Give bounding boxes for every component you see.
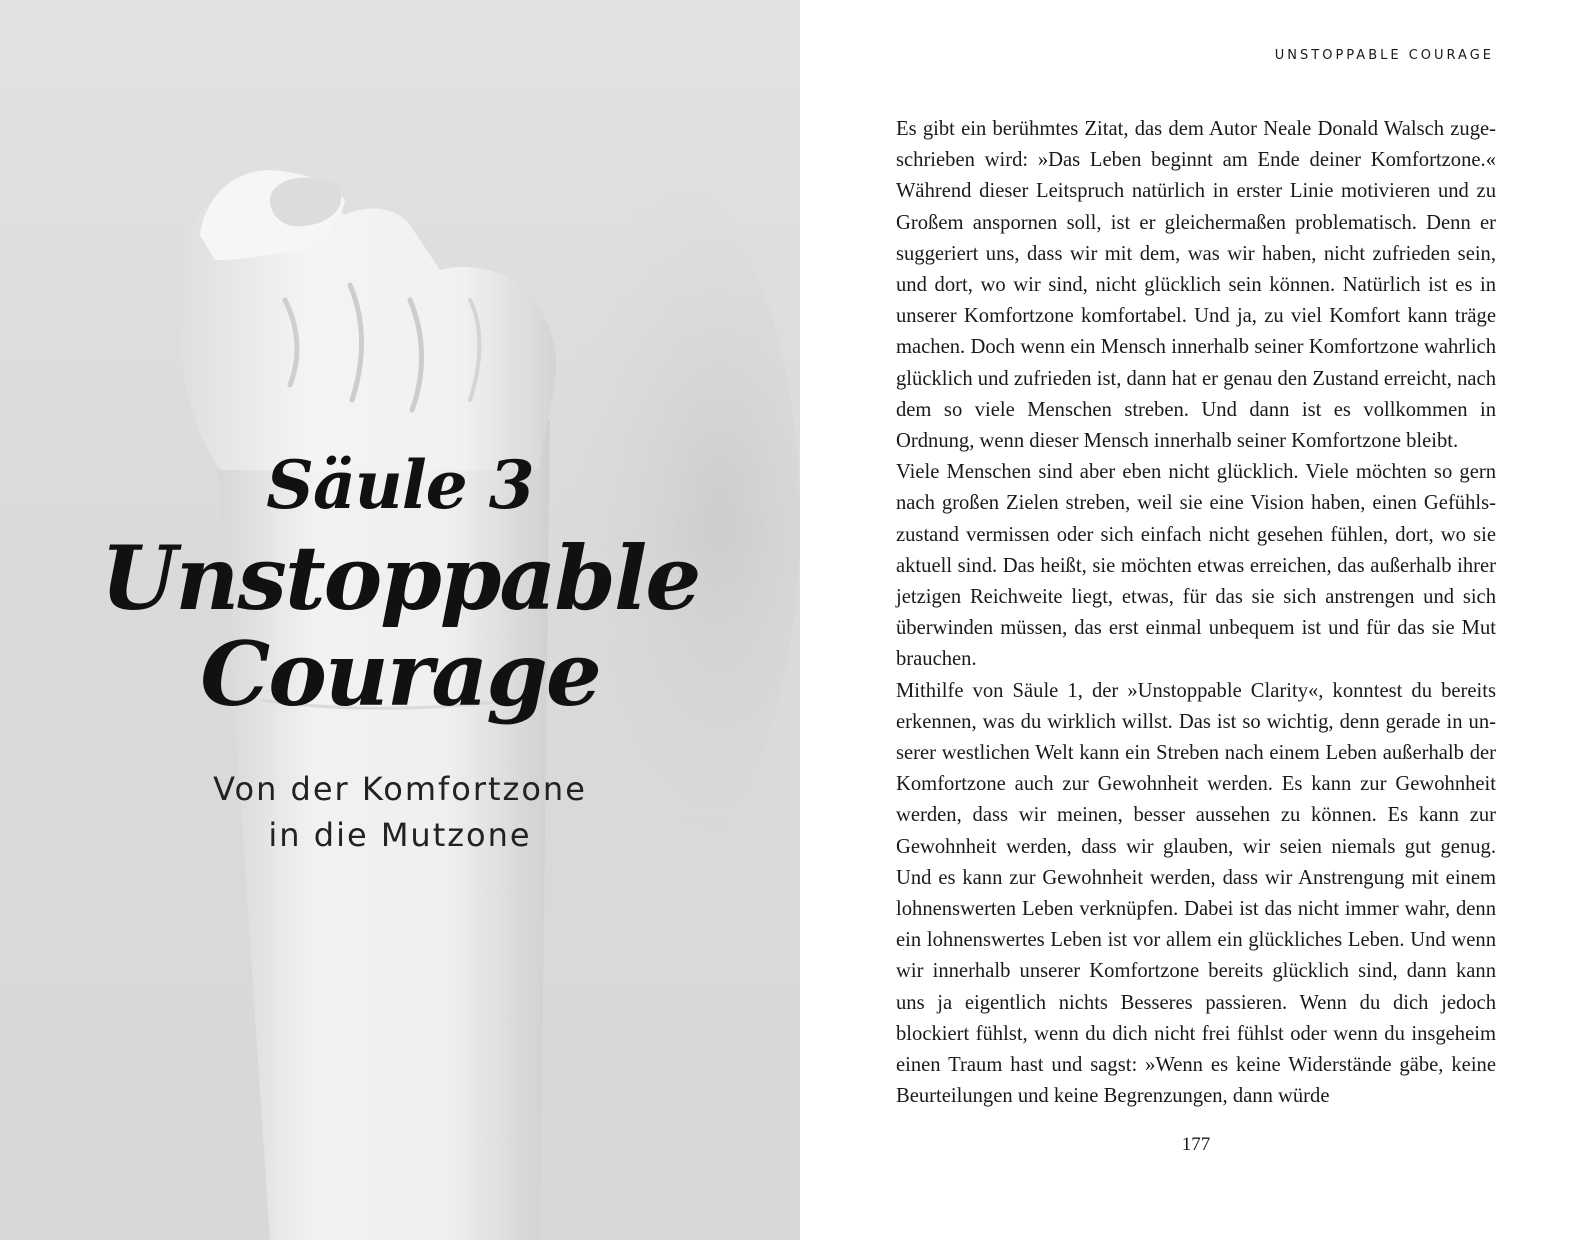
chapter-subtitle-line-2: in die Mutzone [268, 816, 532, 854]
chapter-title-line-2: Courage [200, 622, 600, 726]
right-page [800, 0, 1594, 1240]
paragraph: Viele Menschen sind aber eben nicht glücklich. Viele möchten so gern nach großen Zielen streben, weil sie eine Vision haben, einen Gefühlszustand vermissen oder sich einfach nicht gesehen fühlen, dort, wo sie aktuell sind. Das heißt, sie möchten etwas erreichen, das außerhalb ihrer jetzigen Reichweite liegt, etwas, für das sie sich anstrengen und sich überwinden müssen, das erst einmal unbequem ist und für das sie Mut brauchen. [896, 461, 1496, 671]
page-number: 177 [1181, 1134, 1211, 1155]
chapter-subtitle [0, 766, 800, 858]
chapter-subtitle-line-1: Von der Komfortzone [213, 770, 587, 808]
pillar-label: Säule 3 [266, 446, 534, 524]
running-header: UNSTOPPABLE COURAGE [1274, 48, 1494, 63]
chapter-title-line-1: Unstoppable [100, 526, 700, 630]
paragraph: Mithilfe von Säule 1, der »Unstoppable Clarity«, konntest du bereits erkennen, was du wirklich willst. Das ist so wichtig, denn gerade in unserer westlichen Welt kann ein Streben nach einem Leben außerhalb der Komfortzone auch zur Gewohnheit werden. Es kann zur Gewohnheit werden, dass wir meinen, besser aussehen zu können. Es kann zur Gewohnheit werden, dass wir glauben, wir seien niemals gut genug. Und es kann zur Gewohnheit werden, dass wir Anstrengung mit einem lohnenswerten Leben verknüpfen. Dabei ist das nicht immer wahr, denn ein lohnenswertes Leben ist vor allem ein glückliches Leben. Und wenn wir innerhalb unserer Komfortzone bereits glücklich sind, dann kann uns ja eigentlich nichts Besseres passieren. Wenn du dich jedoch blockiert fühlst, wenn du dich nicht frei fühlst oder wenn du insgeheim einen Traum hast und sagst: »Wenn es keine Widerstände gäbe, keine Beurteilungen und keine Begrenzungen, dann würde [896, 679, 1496, 1108]
paragraph: Es gibt ein berühmtes Zitat, das dem Autor Neale Donald Walsch zugeschrieben wird: »Das Leben beginnt am Ende deiner Komfortzone.« Während dieser Leitspruch natürlich in erster Linie motivieren und zu Großem anspornen soll, ist er gleichermaßen problematisch. Denn er suggeriert uns, dass wir mit dem, was wir haben, nicht zufrieden sein, und dort, wo wir sind, nicht glücklich sein können. Natürlich ist es in unserer Komfortzone komfortabel. Und ja, zu viel Komfort kann träge machen. Doch wenn ein Mensch innerhalb seiner Komfortzone wahrlich glücklich und zufrieden ist, dann hat er genau den Zustand erreicht, nach dem so viele Menschen streben. Und dann ist es vollkommen in Ordnung, wenn dieser Mensch innerhalb seiner Komfortzone bleibt. [896, 118, 1496, 453]
chapter-opener [0, 440, 800, 858]
body-text [896, 114, 1496, 1113]
